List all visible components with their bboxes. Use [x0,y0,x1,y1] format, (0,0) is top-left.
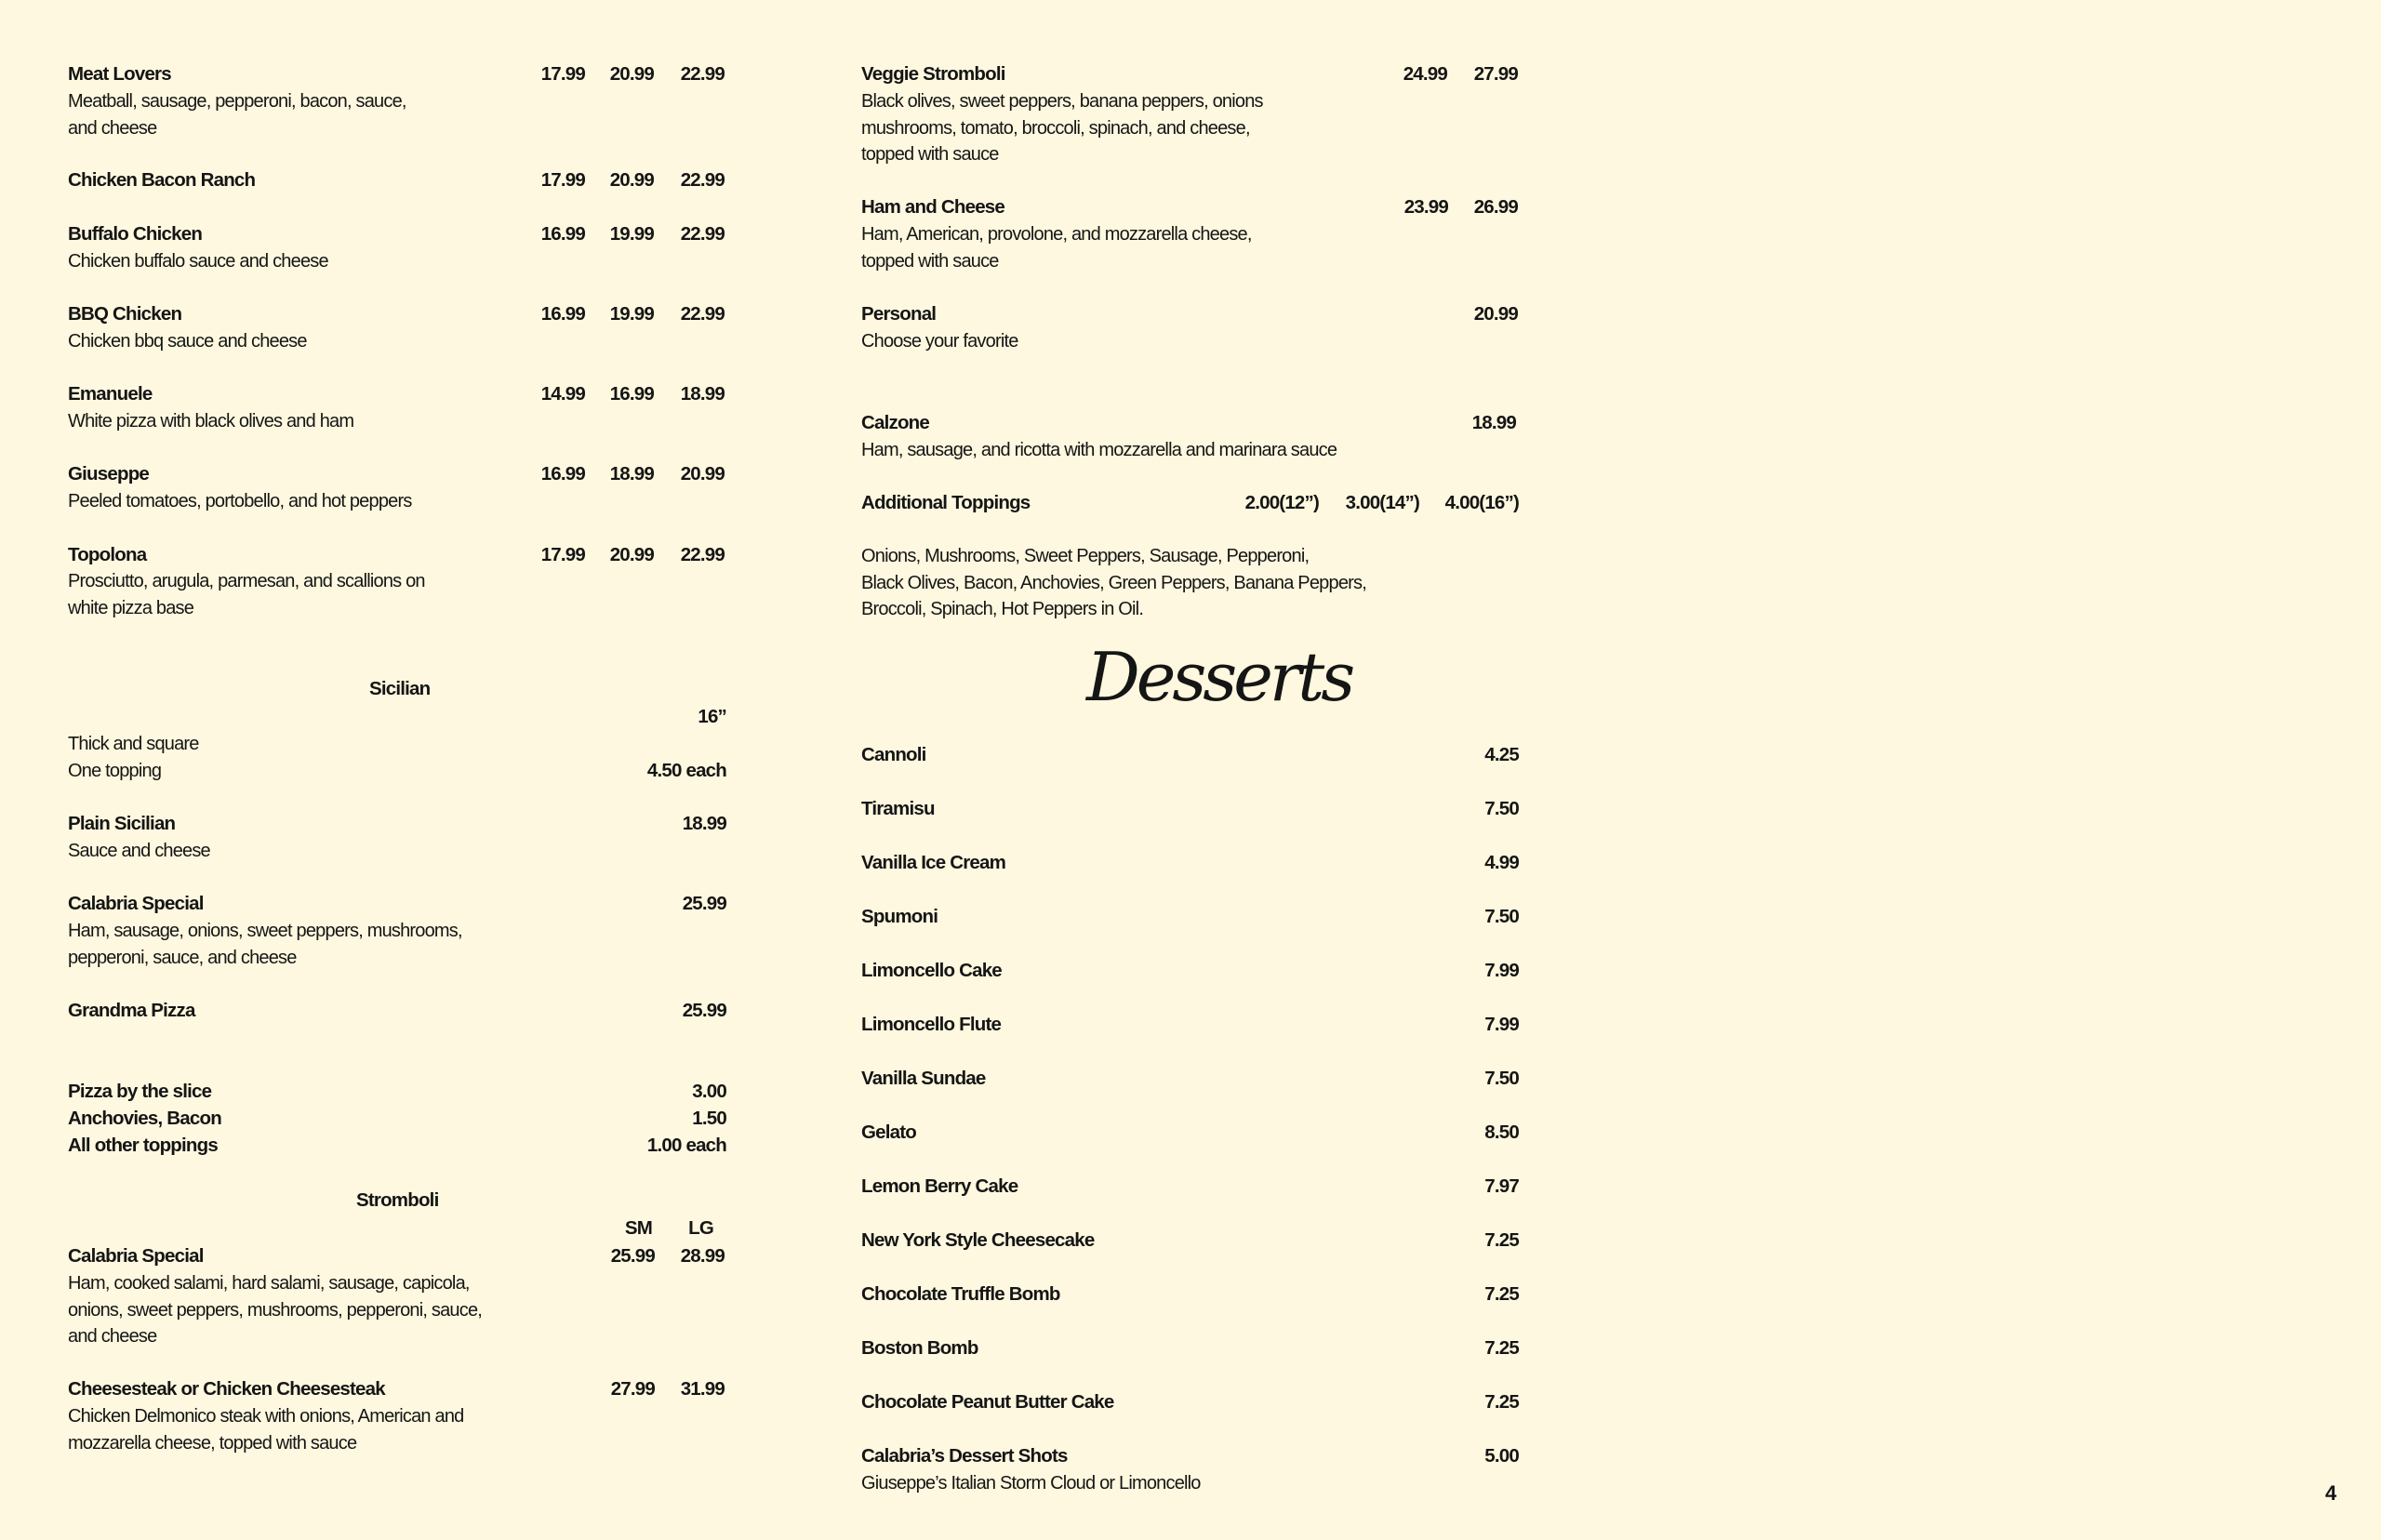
dessert-name: Calabria’s Dessert Shots [861,1445,1068,1467]
price-large: 22.99 [680,223,725,245]
size-label-sm: SM [624,1217,652,1239]
toppings-label: Additional Toppings [861,492,1031,513]
price-medium: 16.99 [609,383,654,405]
slice-item-name: Anchovies, Bacon [68,1108,221,1129]
menu-item-name: Emanuele [68,383,153,405]
price-medium: 20.99 [609,63,654,85]
menu-item-name: Plain Sicilian [68,813,176,834]
dessert-description: Giuseppe’s Italian Storm Cloud or Limoncello [861,1473,1201,1494]
menu-item-description: Sauce and cheese [68,841,210,861]
dessert-name: Vanilla Sundae [861,1068,986,1089]
page-number: 4 [2325,1481,2336,1505]
price-small: 16.99 [540,463,585,485]
price-large: 27.99 [1473,63,1518,85]
dessert-price: 7.50 [1484,906,1519,927]
dessert-name: Boston Bomb [861,1337,978,1359]
menu-item-price: 25.99 [682,1000,726,1021]
price-large: 26.99 [1473,196,1518,218]
price-small: 16.99 [540,223,585,245]
menu-item-description: Black olives, sweet peppers, banana peppers, onions mushrooms, tomato, broccoli, spinach, and cheese, topped with sauce [861,91,1263,165]
sicilian-heading: Sicilian [369,678,431,699]
menu-item-name: Giuseppe [68,463,150,485]
menu-item-description: White pizza with black olives and ham [68,411,354,431]
menu-item-name: Veggie Stromboli [861,63,1005,85]
slice-item-name: Pizza by the slice [68,1081,212,1102]
menu-item-name: Ham and Cheese [861,196,1005,218]
dessert-price: 7.99 [1484,960,1519,981]
menu-item-price: 20.99 [1473,303,1518,325]
size-label-lg: LG [688,1217,713,1239]
price-medium: 20.99 [609,169,654,191]
price-large: 22.99 [680,169,725,191]
menu-item-name: Chicken Bacon Ranch [68,169,256,191]
menu-item-name: Meat Lovers [68,63,171,85]
menu-item-name: Buffalo Chicken [68,223,203,245]
price-medium: 18.99 [609,463,654,485]
menu-item-price: 25.99 [682,893,726,914]
menu-item-name: Cheesesteak or Chicken Cheesesteak [68,1378,385,1400]
price-small: 17.99 [540,63,585,85]
price-small: 14.99 [540,383,585,405]
dessert-price: 7.97 [1484,1175,1519,1197]
menu-item-name: Topolona [68,544,147,565]
dessert-name: Chocolate Truffle Bomb [861,1283,1060,1305]
dessert-name: Chocolate Peanut Butter Cake [861,1391,1114,1413]
menu-item-name: BBQ Chicken [68,303,182,325]
dessert-price: 5.00 [1484,1445,1519,1467]
stromboli-heading: Stromboli [356,1189,439,1211]
menu-item-price: 18.99 [682,813,726,834]
menu-item-description: Chicken Delmonico steak with onions, American and mozzarella cheese, topped with sauce [68,1406,464,1454]
dessert-name: Spumoni [861,906,938,927]
slice-item-price: 1.50 [692,1108,726,1129]
toppings-list: Onions, Mushrooms, Sweet Peppers, Sausage, Pepperoni, Black Olives, Bacon, Anchovies, Green Peppers, Banana Peppers, Broccoli, Spinach, Hot Peppers in Oil. [861,546,1366,619]
menu-item-description: Ham, cooked salami, hard salami, sausage, capicola, onions, sweet peppers, mushrooms, pepperoni, sauce, and cheese [68,1273,483,1347]
menu-item-name: Calabria Special [68,893,204,914]
price-medium: 20.99 [609,544,654,565]
dessert-name: New York Style Cheesecake [861,1229,1095,1251]
price-small: 23.99 [1403,196,1448,218]
slice-item-name: All other toppings [68,1135,218,1156]
menu-item-name: Calzone [861,412,929,433]
price-medium: 19.99 [609,223,654,245]
menu-item-description: Ham, sausage, onions, sweet peppers, mushrooms, pepperoni, sauce, and cheese [68,921,462,968]
one-topping-price: 4.50 each [646,760,726,781]
menu-item-description: Peeled tomatoes, portobello, and hot peppers [68,491,412,511]
sicilian-note: Thick and square [68,734,199,754]
price-small: 27.99 [610,1378,655,1400]
dessert-name: Vanilla Ice Cream [861,852,1006,873]
price-large: 18.99 [680,383,725,405]
dessert-price: 4.99 [1484,852,1519,873]
dessert-price: 7.25 [1484,1283,1519,1305]
dessert-price: 7.50 [1484,798,1519,819]
price-medium: 19.99 [609,303,654,325]
dessert-name: Tiramisu [861,798,935,819]
price-small: 17.99 [540,544,585,565]
menu-item-price: 18.99 [1471,412,1516,433]
dessert-price: 7.25 [1484,1337,1519,1359]
slice-item-price: 1.00 each [646,1135,726,1156]
price-small: 17.99 [540,169,585,191]
topping-price-12: 2.00(12”) [1244,492,1319,513]
price-small: 24.99 [1403,63,1447,85]
topping-price-16: 4.00(16”) [1444,492,1519,513]
menu-item-name: Calabria Special [68,1245,204,1267]
dessert-price: 8.50 [1484,1122,1519,1143]
one-topping-label: One topping [68,761,162,781]
menu-item-description: Ham, sausage, and ricotta with mozzarella and marinara sauce [861,440,1337,460]
menu-item-name: Personal [861,303,937,325]
dessert-name: Lemon Berry Cake [861,1175,1018,1197]
dessert-price: 7.99 [1484,1014,1519,1035]
menu-item-description: Ham, American, provolone, and mozzarella cheese, topped with sauce [861,224,1252,272]
dessert-name: Gelato [861,1122,916,1143]
price-large: 28.99 [680,1245,725,1267]
menu-item-description: Prosciutto, arugula, parmesan, and scallions on white pizza base [68,571,425,618]
price-small: 16.99 [540,303,585,325]
price-large: 22.99 [680,544,725,565]
topping-price-14: 3.00(14”) [1345,492,1419,513]
dessert-price: 7.25 [1484,1229,1519,1251]
sicilian-size: 16” [698,706,726,727]
dessert-price: 7.50 [1484,1068,1519,1089]
dessert-name: Limoncello Flute [861,1014,1002,1035]
menu-item-name: Grandma Pizza [68,1000,195,1021]
menu-item-description: Choose your favorite [861,331,1018,352]
price-large: 20.99 [680,463,725,485]
price-large: 22.99 [680,303,725,325]
menu-item-description: Chicken buffalo sauce and cheese [68,251,328,272]
desserts-heading: Desserts [1086,638,1352,716]
menu-item-description: Meatball, sausage, pepperoni, bacon, sauce, and cheese [68,91,406,139]
slice-item-price: 3.00 [692,1081,726,1102]
dessert-name: Cannoli [861,744,926,765]
menu-item-description: Chicken bbq sauce and cheese [68,331,307,352]
dessert-price: 4.25 [1484,744,1519,765]
price-large: 22.99 [680,63,725,85]
price-large: 31.99 [680,1378,725,1400]
dessert-name: Limoncello Cake [861,960,1002,981]
price-small: 25.99 [610,1245,655,1267]
dessert-price: 7.25 [1484,1391,1519,1413]
